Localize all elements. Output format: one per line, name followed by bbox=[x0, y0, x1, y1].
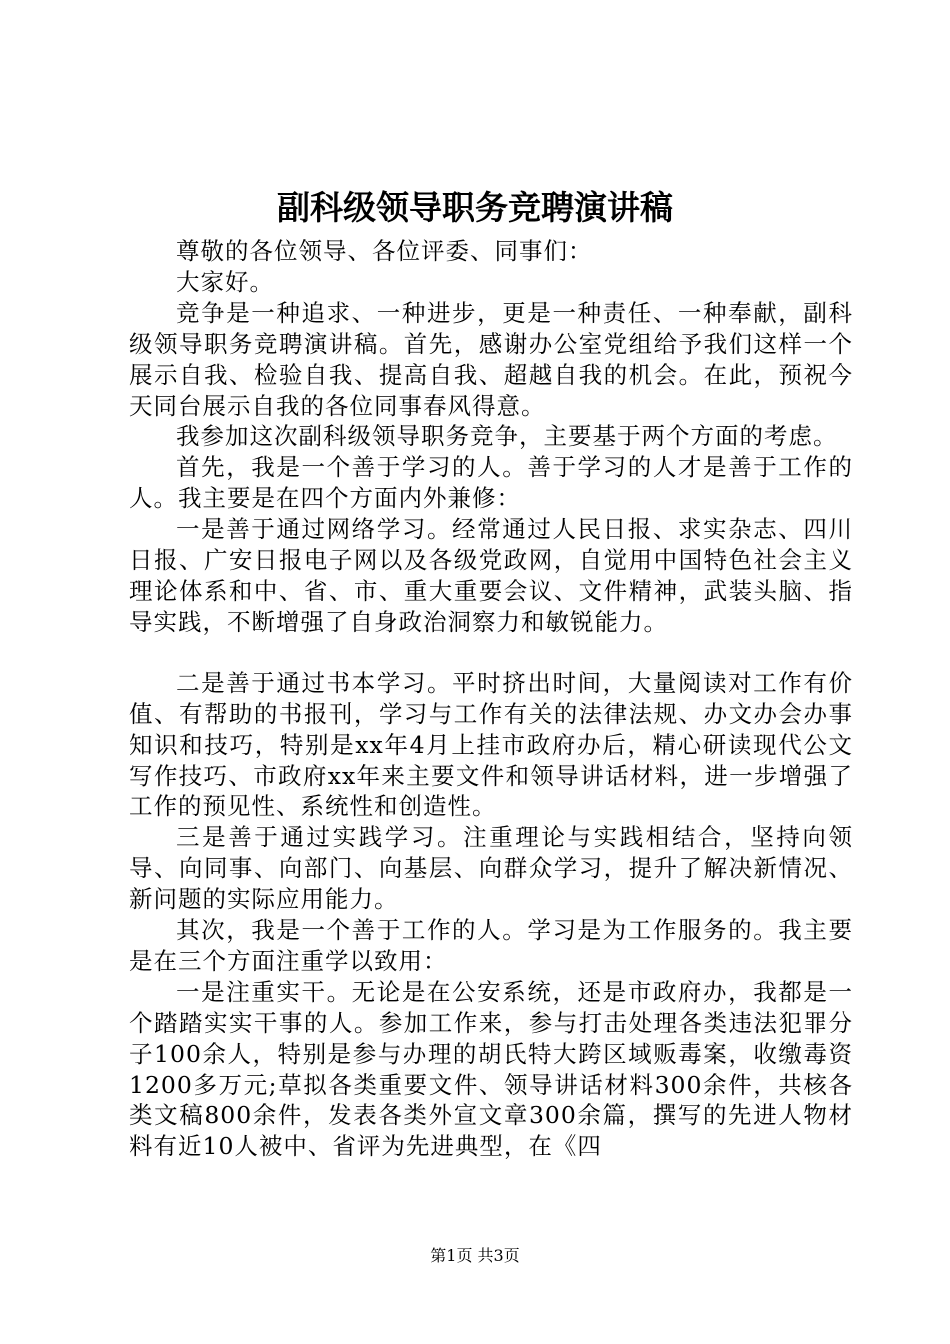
document-body bbox=[129, 236, 853, 1162]
paragraph: 二是善于通过书本学习。平时挤出时间，大量阅读对工作有价值、有帮助的书报刊，学习与工作有关的法律法规、办文办会办事知识和技巧，特别是xx年4月上挂市政府办后，精心研读现代公文写作技巧、市政府xx年来主要文件和领导讲话材料，进一步增强了工作的预见性、系统性和创造性。 bbox=[129, 668, 853, 821]
page-footer: 第1页 共3页 bbox=[430, 1246, 520, 1265]
paragraph-salutation: 尊敬的各位领导、各位评委、同事们： bbox=[176, 237, 593, 265]
paragraph: 我参加这次副科级领导职务竞争，主要基于两个方面的考虑。 bbox=[176, 422, 838, 451]
paragraph: 一是注重实干。无论是在公安系统，还是市政府办，我都是一个踏踏实实干事的人。参加工作来，参与打击处理各类违法犯罪分子100余人，特别是参与办理的胡氏特大跨区域贩毒案，收缴毒资1200多万元;草拟各类重要文件、领导讲话材料300余件，共核各类文稿800余件，发表各类外宣文章300余篇，撰写的先进人物材料有近10人被中、省评为先进典型，在《四 bbox=[129, 977, 853, 1161]
paragraph-greeting: 大家好。 bbox=[176, 267, 274, 296]
paragraph: 竞争是一种追求、一种进步，更是一种责任、一种奉献，副科级领导职务竞聘演讲稿。首先，感谢办公室党组给予我们这样一个展示自我、检验自我、提高自我、超越自我的机会。在此，预祝今天同台展示自我的各位同事春风得意。 bbox=[129, 298, 853, 420]
paragraph: 一是善于通过网络学习。经常通过人民日报、求实杂志、四川日报、广安日报电子网以及各级党政网，自觉用中国特色社会主义理论体系和中、省、市、重大重要会议、文件精神，武装头脑、指导实践，不断增强了自身政治洞察力和敏锐能力。 bbox=[129, 515, 853, 636]
paragraph: 三是善于通过实践学习。注重理论与实践相结合，坚持向领导、向同事、向部门、向基层、向群众学习，提升了解决新情况、新问题的实际应用能力。 bbox=[129, 823, 853, 914]
paragraph: 其次，我是一个善于工作的人。学习是为工作服务的。我主要是在三个方面注重学以致用： bbox=[129, 916, 853, 975]
paragraph: 首先，我是一个善于学习的人。善于学习的人才是善于工作的人。我主要是在四个方面内外兼修： bbox=[129, 453, 853, 513]
document-title: 副科级领导职务竞聘演讲稿 bbox=[277, 188, 673, 227]
